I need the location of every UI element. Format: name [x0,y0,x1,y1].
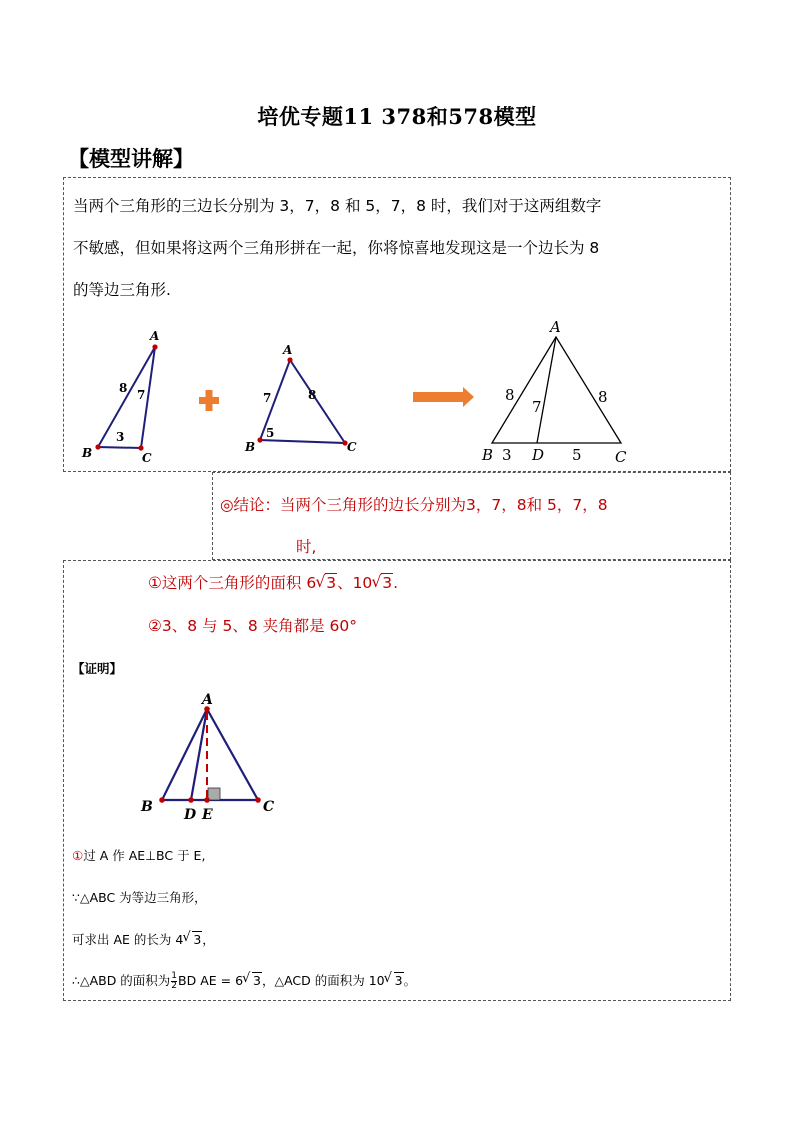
figure-proof-triangle [130,690,300,825]
side-label-8: 8 [598,388,608,406]
sqrt-three: 3 [326,574,337,592]
label-a: A [202,692,213,708]
side-label-8: 8 [119,381,128,395]
side-label-5: 5 [266,426,275,440]
label-a: A [283,343,293,357]
point-b [95,444,100,449]
intro-text [73,185,723,311]
triangle-378 [98,347,155,448]
proof-step-1: ①过 A 作 AE⊥BC 于 E, [72,848,206,863]
point-a [152,344,157,349]
label-b: B [141,799,153,815]
arrow-right-icon [413,387,474,407]
point-c [255,797,261,803]
side-label-8: 8 [505,386,515,404]
result-1: ①这两个三角形的面积 6√ 3、10√ 3. [148,571,398,593]
label-b: B [245,440,256,454]
page-title: 培优专题11 378和578模型 [257,104,537,129]
label-c: C [142,451,152,465]
result-2: ②3、8 与 5、8 夹角都是 60° [148,617,358,635]
conclusion-line-1: ◎结论：当两个三角形的边长分别为3，7，8和 5，7，8 [220,496,608,514]
section-heading: 【模型讲解】 [68,146,194,171]
side-label-7: 7 [263,391,272,405]
right-angle-mark [208,788,220,800]
sqrt-three: 3 [193,932,202,947]
label-c: C [615,448,627,466]
label-e: E [202,807,213,823]
point-d [188,797,194,803]
sqrt-three: 3 [382,574,393,592]
intro-line-3: 的等边三角形. [73,281,171,299]
point-e [204,797,210,803]
side-label-3: 3 [116,430,125,444]
label-a: A [550,318,561,336]
intro-line-2: 不敏感，但如果将这两个三角形拼在一起，你将惊喜地发现这是一个边长为 8 [73,239,600,257]
proof-label: 【证明】 [72,661,123,676]
plus-icon [199,390,219,411]
point-c [138,445,143,450]
figure-triangle-combination [70,310,670,470]
label-d: D [184,807,197,823]
side-label-7: 7 [532,398,542,416]
label-a: A [150,329,160,343]
proof-step-4: ∴△ABD 的面积为 $\frac{1}{2}$ BD AE = 6√ 3，△ACD 的面积为 10√ 3。 [72,971,416,991]
conclusion [220,484,608,568]
side-label-8: 8 [308,388,317,402]
side-label-5: 5 [572,446,582,464]
side-label-7: 7 [137,388,146,402]
intro-line-1: 当两个三角形的三边长分别为 3，7，8 和 5，7，8 时，我们对于这两组数字 [73,197,602,215]
triangle-abc [162,709,258,800]
fraction-numerator: 1 [171,971,178,981]
point-b [159,797,165,803]
proof-step-3: 可求出 AE 的长为 4√ 3， [72,930,215,948]
conclusion-line-2: 时, [296,538,317,556]
point-a [287,357,292,362]
label-d: D [532,446,545,464]
label-c: C [347,440,357,454]
side-label-3: 3 [502,446,512,464]
sqrt-three: 3 [253,973,261,988]
proof-step-2: ∵△ABC 为等边三角形， [72,890,207,905]
fraction-denominator: 2 [171,981,178,991]
point-b [257,437,262,442]
sqrt-three: 3 [394,973,403,988]
label-b: B [482,446,494,464]
label-b: B [82,446,93,460]
label-c: C [263,799,275,815]
